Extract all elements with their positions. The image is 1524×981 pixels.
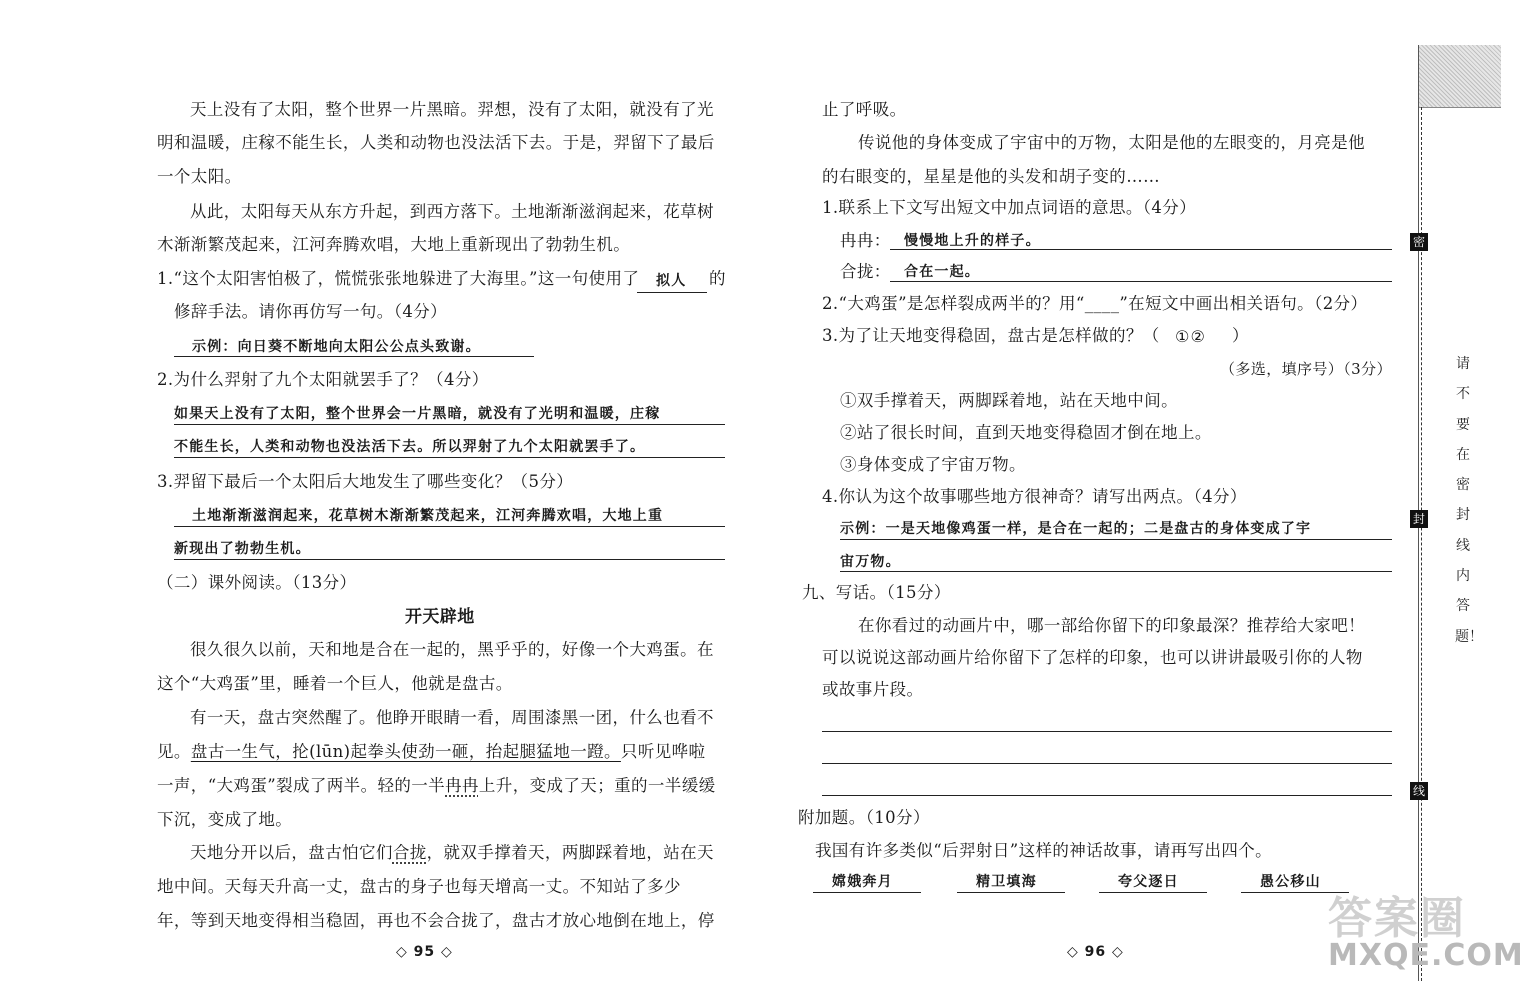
bracket-close: ）	[1232, 326, 1249, 345]
seal-mark-mi: 密	[1410, 233, 1428, 251]
answer-line	[174, 356, 534, 357]
answer-line	[890, 281, 1392, 282]
answer-line	[840, 571, 1392, 572]
binding-strip	[1412, 45, 1501, 981]
text-segment: 上升，变成了天；重的一半缓缓	[478, 776, 716, 795]
section-heading: （二）课外阅读。（13分）	[157, 573, 357, 592]
answer-text: 如果天上没有了太阳，整个世界会一片黑暗，就没有了光明和温暖，庄稼	[174, 406, 661, 422]
paragraph-line: 年，等到天地变得相当稳固，再也不会合拢了，盘古才放心地倒在地上，停	[157, 911, 715, 930]
answer-line	[174, 559, 725, 560]
answer-choice: ①②	[1175, 327, 1207, 346]
right-page	[780, 0, 1410, 981]
question-3: 3.羿留下最后一个太阳后大地发生了哪些变化？（5分）	[157, 472, 574, 491]
answer-rhetoric: 拟人	[656, 273, 687, 289]
paragraph-line: 这个“大鸡蛋”里，睡着一个巨人，他就是盘古。	[157, 674, 513, 693]
option-2: ②站了很长时间，直到天地变得稳固才倒在地上。	[840, 423, 1212, 442]
underlined-sentence: 盘古一生气，抡(lūn)起拳头使劲一砸，抬起腿猛地一蹬。	[190, 742, 621, 761]
answer-text: 合在一起。	[904, 264, 980, 280]
question-note: （多选，填序号）（3分）	[1220, 360, 1392, 378]
bonus-answer: 夸父逐日	[1118, 874, 1179, 890]
paragraph-line: 的右眼变的，星星是他的头发和胡子变的……	[822, 167, 1160, 186]
hatch-pattern	[1419, 45, 1501, 108]
writing-line	[822, 763, 1392, 764]
question-3: 3.为了让天地变得稳固，盘古是怎样做的？（	[822, 326, 1160, 345]
answer-text: 示例：向日葵不断地向太阳公公点头致谢。	[192, 339, 481, 355]
question-1: 1.联系上下文写出短文中加点词语的意思。（4分）	[822, 198, 1197, 217]
paragraph-line	[157, 776, 716, 796]
paragraph-line: 明和温暖，庄稼不能生长，人类和动物也没法活下去。于是，羿留下了最后	[157, 133, 715, 152]
paragraph-line: 地中间。天每天升高一丈，盘古的身子也每天增高一丈。不知站了多少	[157, 877, 681, 896]
question-text: 1.“这个太阳害怕极了，慌慌张张地躲进了大海里。”这一句使用了	[157, 269, 640, 288]
answer-text: 不能生长，人类和动物也没法活下去。所以羿射了九个太阳就罢手了。	[174, 439, 646, 455]
text-segment: 天地分开以后，盘古怕它们	[190, 843, 393, 862]
left-page	[0, 0, 760, 981]
paragraph-line: 天上没有了太阳，整个世界一片黑暗。羿想，没有了太阳，就没有了光	[190, 100, 714, 119]
answer-line	[174, 424, 725, 425]
paragraph-line: 止了呼吸。	[822, 100, 907, 119]
page-number: ◇ 96 ◇	[1067, 944, 1124, 960]
text-segment: 见。	[157, 742, 191, 761]
page-number: ◇ 95 ◇	[396, 944, 453, 960]
bonus-answer: 愚公移山	[1260, 874, 1321, 890]
paragraph-line: 或故事片段。	[822, 680, 924, 699]
term-label: 合拢：	[840, 262, 891, 281]
question-4: 4.你认为这个故事哪些地方很神奇？请写出两点。（4分）	[822, 487, 1247, 506]
paragraph-line	[157, 742, 705, 762]
paragraph-line: 从此，太阳每天从东方升起，到西方落下。土地渐渐滋润起来，花草树	[190, 202, 714, 221]
watermark-logo: 答案圈	[1328, 893, 1466, 944]
writing-line	[822, 795, 1392, 796]
story-title: 开天辟地	[405, 607, 475, 627]
text-segment: 一声，“大鸡蛋”裂成了两半。轻的一半	[157, 776, 446, 795]
watermark-text: MXQE.COM	[1328, 938, 1524, 973]
bonus-question: 我国有许多类似“后羿射日”这样的神话故事，请再写出四个。	[815, 841, 1273, 860]
paragraph-line: 有一天，盘古突然醒了。他睁开眼睛一看，周围漆黑一团，什么也看不	[190, 708, 714, 727]
paragraph-line: 木渐渐繁茂起来，江河奔腾欢唱，大地上重新现出了勃勃生机。	[157, 235, 631, 254]
bonus-heading: 附加题。（10分）	[798, 808, 930, 827]
option-1: ①双手撑着天，两脚踩着地，站在天地中间。	[840, 391, 1178, 410]
paragraph-line: 很久很久以前，天和地是合在一起的，黑乎乎的，好像一个大鸡蛋。在	[190, 640, 714, 659]
answer-text: 宙万物。	[840, 554, 901, 570]
section-heading: 九、写话。（15分）	[802, 583, 951, 602]
bonus-answer: 精卫填海	[976, 874, 1037, 890]
paragraph-line: 在你看过的动画片中，哪一部给你留下的印象最深？推荐给大家吧！	[858, 616, 1365, 635]
seal-mark-xian: 线	[1410, 782, 1428, 800]
text-segment: 只听见哗啦	[620, 742, 706, 761]
answer-line	[174, 526, 725, 527]
question-2: 2.“大鸡蛋”是怎样裂成两半的？用“____”在短文中画出相关语句。（2分）	[822, 294, 1368, 313]
paragraph-line: 传说他的身体变成了宇宙中的万物，太阳是他的左眼变的，月亮是他	[858, 133, 1365, 152]
seal-notice: 请不要在密封线内答题！	[1455, 356, 1483, 645]
answer-text: 示例：一是天地像鸡蛋一样，是合在一起的；二是盘古的身体变成了宇	[840, 521, 1312, 537]
seal-mark-feng: 封	[1410, 510, 1428, 528]
answer-line	[637, 292, 707, 293]
answer-text: 慢慢地上升的样子。	[904, 233, 1041, 249]
question-1	[157, 269, 639, 289]
answer-text: 土地渐渐滋润起来，花草树木渐渐繁茂起来，江河奔腾欢唱，大地上重	[192, 508, 664, 524]
paragraph-line: 可以说说这部动画片给你留下了怎样的印象，也可以讲讲最吸引你的人物	[822, 648, 1363, 667]
dotted-word: 合拢	[392, 843, 427, 862]
term-label: 冉冉：	[840, 231, 891, 250]
answer-line	[890, 249, 1392, 250]
dotted-word: 冉冉	[445, 776, 479, 795]
writing-line	[822, 731, 1392, 732]
option-3: ③身体变成了宇宙万物。	[840, 455, 1026, 474]
bonus-answer: 嫦娥奔月	[832, 874, 893, 890]
answer-line	[957, 892, 1065, 893]
answer-line	[813, 892, 921, 893]
paragraph-line: 下沉，变成了地。	[157, 810, 293, 829]
answer-text: 新现出了勃勃生机。	[174, 541, 311, 557]
answer-line	[1099, 892, 1207, 893]
text-segment: ，就双手撑着天，两脚踩着地，站在天	[426, 843, 714, 862]
question-text: 的	[709, 269, 726, 288]
question-2: 2.为什么羿射了九个太阳就罢手了？（4分）	[157, 370, 489, 389]
answer-line	[840, 539, 1392, 540]
answer-line	[174, 457, 725, 458]
paragraph-line	[190, 843, 714, 863]
paragraph-line: 一个太阳。	[157, 167, 242, 186]
question-text: 修辞手法。请你再仿写一句。（4分）	[174, 302, 448, 321]
